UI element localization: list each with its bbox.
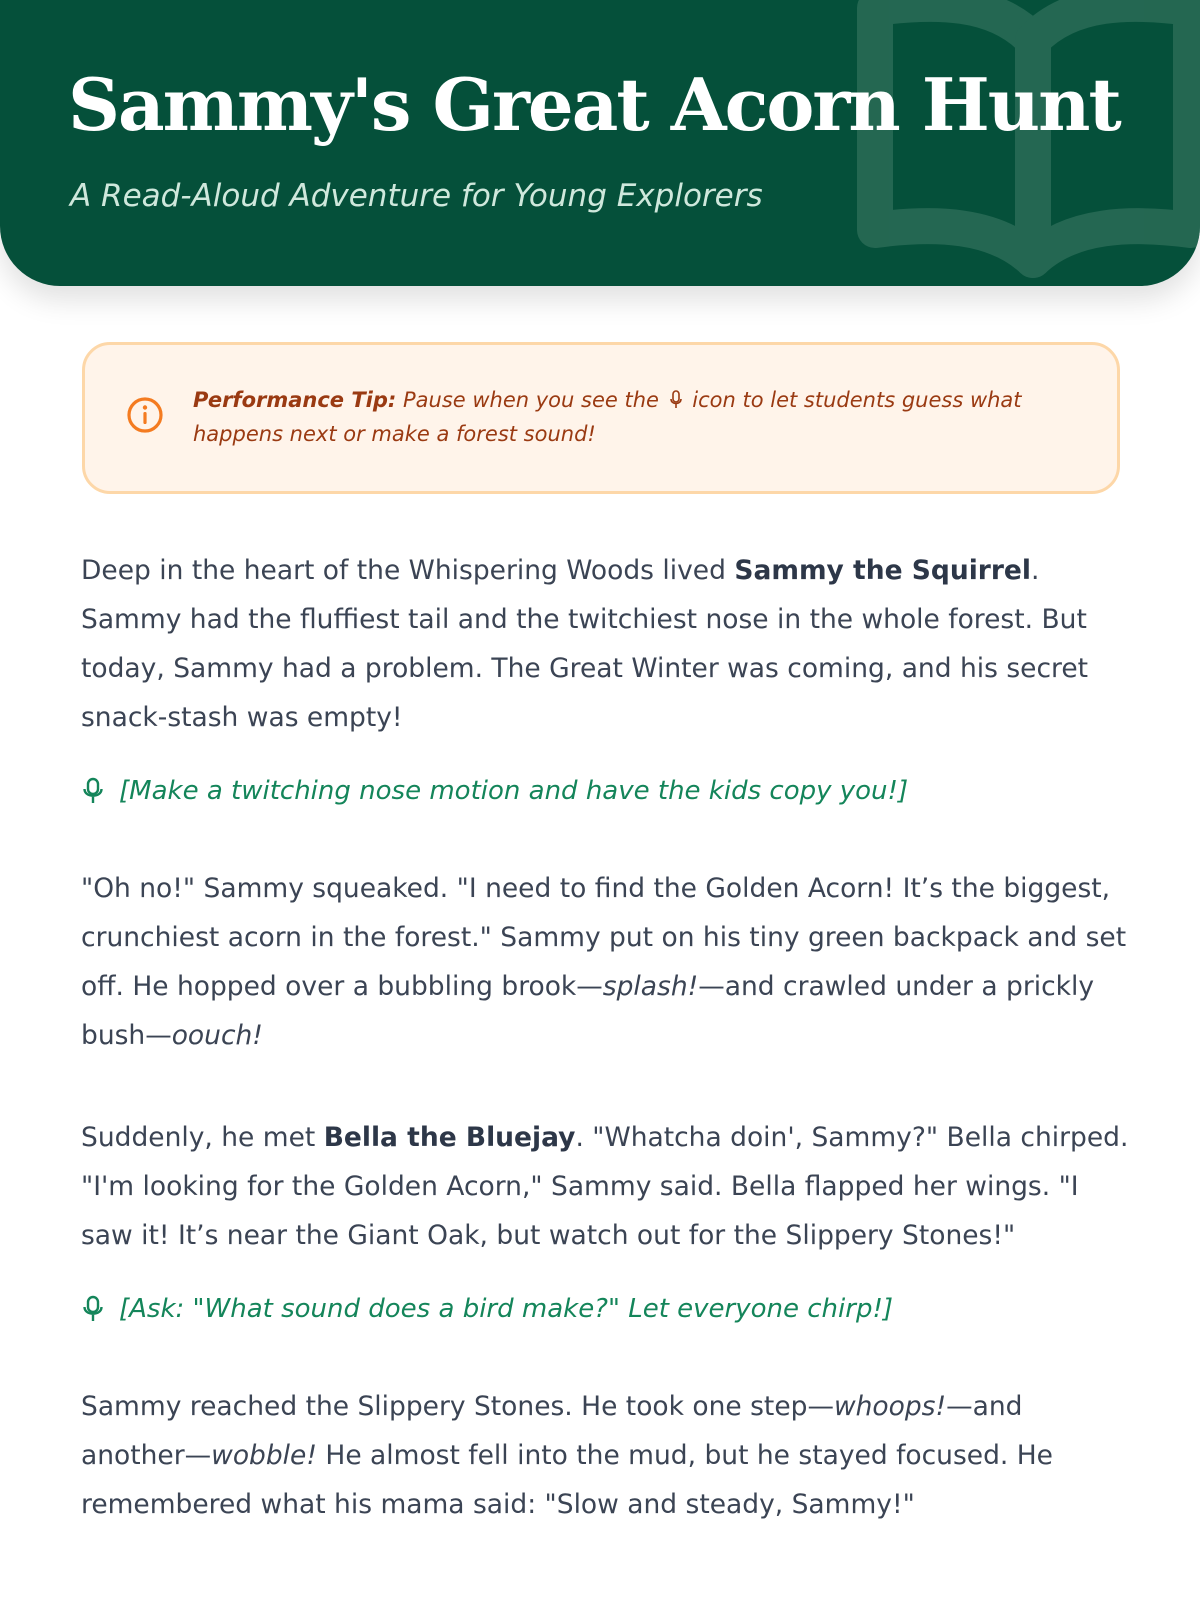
- tip-text-part: Pause when you see the: [396, 388, 666, 412]
- story-header: [0, 0, 1200, 286]
- info-icon: [125, 395, 165, 435]
- story-paragraph-3: [81, 1113, 1131, 1260]
- story-paragraph-4: [81, 1382, 1131, 1529]
- sound-effect: whoops!: [833, 1391, 947, 1422]
- performance-tip-text: [193, 383, 1073, 451]
- story-paragraph-2: [81, 864, 1131, 1060]
- microphone-icon: [81, 777, 105, 805]
- cue-text: [Make a twitching nose motion and have the kids copy you!]: [119, 776, 909, 806]
- character-name: Bella the Bluejay: [323, 1122, 576, 1153]
- text-run: —and crawled under a prickly bush—: [81, 971, 1095, 1051]
- character-name: Sammy the Squirrel: [734, 555, 1031, 586]
- text-run: . Sammy had the fluffiest tail and the twitchiest nose in the whole forest. But today, Sammy had a problem. The Great Winter was coming, and his secret snack-stash was empty!: [81, 555, 1089, 733]
- tip-label: Performance Tip:: [193, 388, 397, 412]
- story-paragraph-1: [81, 546, 1131, 742]
- text-run: . "Whatcha doin', Sammy?" Bella chirped. "I'm looking for the Golden Acorn," Sammy said. Bella flapped her wings. "I saw it! It’s near the Giant Oak, but watch out for the Slippery Stones!": [81, 1122, 1129, 1251]
- microphone-icon: [669, 390, 683, 410]
- text-run: —and another—: [81, 1391, 1023, 1471]
- page-title: Sammy's Great Acorn Hunt: [68, 62, 1120, 147]
- text-run: Sammy reached the Slippery Stones. He took one step—: [81, 1391, 834, 1422]
- text-run: He almost fell into the mud, but he stayed focused. He remembered what his mama said: "Slow and steady, Sammy!": [81, 1440, 1053, 1520]
- sound-effect: splash!: [602, 971, 699, 1002]
- performance-cue-2: [81, 1282, 1131, 1336]
- tip-text-part: icon to let students guess what happens next or make a forest sound!: [193, 388, 1022, 446]
- text-run: Suddenly, he met: [81, 1122, 324, 1153]
- performance-cue-1: [81, 764, 1131, 818]
- microphone-icon: [81, 1295, 105, 1323]
- text-run: Deep in the heart of the Whispering Woods lived: [81, 555, 735, 586]
- sound-effect: wobble!: [211, 1440, 317, 1471]
- performance-tip-box: [82, 342, 1120, 494]
- text-run: "Oh no!" Sammy squeaked. "I need to find the Golden Acorn! It’s the biggest, crunchiest acorn in the forest." Sammy put on his tiny green backpack and set off. He hopped over a bubbling brook—: [81, 873, 1127, 1002]
- story-body: [81, 546, 1131, 1529]
- page-subtitle: A Read-Aloud Adventure for Young Explorers: [70, 178, 763, 214]
- sound-effect: oouch!: [171, 1020, 263, 1051]
- cue-text: [Ask: "What sound does a bird make?" Let everyone chirp!]: [119, 1294, 894, 1324]
